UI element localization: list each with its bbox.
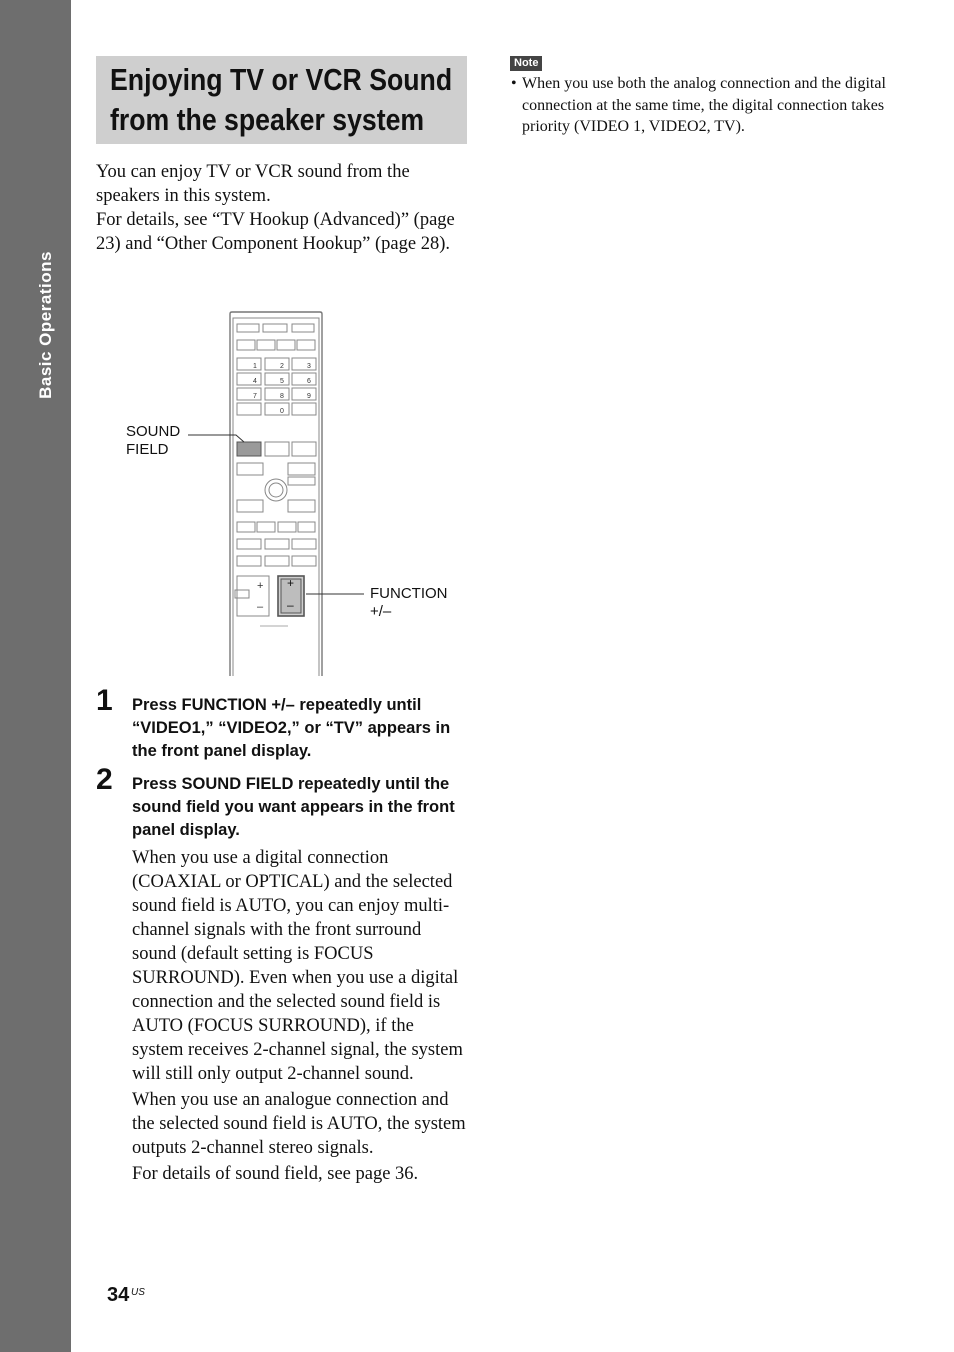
callout-sound-field-line-1: SOUND [126, 423, 181, 440]
svg-text:6: 6 [307, 378, 311, 385]
page-title [96, 56, 467, 144]
svg-text:0: 0 [280, 408, 284, 415]
callout-function-line-1: FUNCTION [370, 585, 448, 602]
svg-text:–: – [287, 598, 294, 612]
callout-sound-field-line-2: FIELD [126, 441, 169, 458]
note-bullet: • [511, 75, 517, 92]
step-2-body [132, 846, 468, 1188]
svg-text:–: – [257, 601, 264, 613]
title-line-2: from the speaker system [110, 102, 425, 137]
note-text [511, 73, 891, 138]
step-2-heading: Press SOUND FIELD repeatedly until the sound field you want appears in the front panel display. [132, 775, 455, 839]
intro-paragraph-2: For details, see “TV Hookup (Advanced)” (page 23) and “Other Component Hookup” (page 28). [96, 210, 455, 254]
step-2-paragraph-3: For details of sound field, see page 36. [132, 1164, 419, 1184]
svg-text:+: + [287, 576, 295, 590]
callout-function-line-2: +/– [370, 603, 392, 620]
svg-text:1: 1 [253, 363, 257, 370]
step-1-number: 1 [96, 684, 113, 717]
callout-function [370, 585, 448, 621]
note-badge: Note [510, 56, 542, 71]
svg-text:8: 8 [280, 393, 284, 400]
svg-text:2: 2 [280, 363, 284, 370]
callout-sound-field [126, 423, 180, 459]
svg-text:7: 7 [253, 393, 257, 400]
note-body: When you use both the analog connection and the digital connection at the same time, the digital connection takes priority (VIDEO 1, VIDEO2, TV). [522, 75, 886, 135]
intro-paragraph-1: You can enjoy TV or VCR sound from the speakers in this system. [96, 162, 410, 206]
step-2-number: 2 [96, 763, 113, 796]
svg-text:4: 4 [253, 378, 257, 385]
remote-control-figure [120, 310, 470, 676]
svg-text:5: 5 [280, 378, 284, 385]
page-number: 34 [107, 1284, 130, 1306]
step-2-paragraph-2: When you use an analogue connection and the selected sound field is AUTO, the system outputs 2-channel stereo signals. [132, 1090, 466, 1158]
step-1-heading: Press FUNCTION +/– repeatedly until “VIDEO1,” “VIDEO2,” or “TV” appears in the front panel display. [132, 696, 451, 760]
sidebar [0, 0, 71, 1352]
svg-text:3: 3 [307, 363, 311, 370]
svg-text:+: + [257, 580, 264, 592]
title-line-1: Enjoying TV or VCR Sound [110, 62, 453, 97]
remote-control-illustration [120, 310, 470, 676]
step-2-paragraph-1: When you use a digital connection (COAXIAL or OPTICAL) and the selected sound field is AUTO, you can enjoy multi-channel signals with the front surround sound (default setting is FOCUS SURROUND). Even when you use a digital connection and the selected sound field is AUTO (FOCUS SURROUND), if the system receives 2-channel signal, the system will still only output 2-channel sound. [132, 848, 463, 1084]
page-region-suffix: US [131, 1287, 145, 1298]
intro-text [96, 160, 466, 256]
section-label: Basic Operations [36, 251, 55, 399]
svg-text:9: 9 [307, 393, 311, 400]
